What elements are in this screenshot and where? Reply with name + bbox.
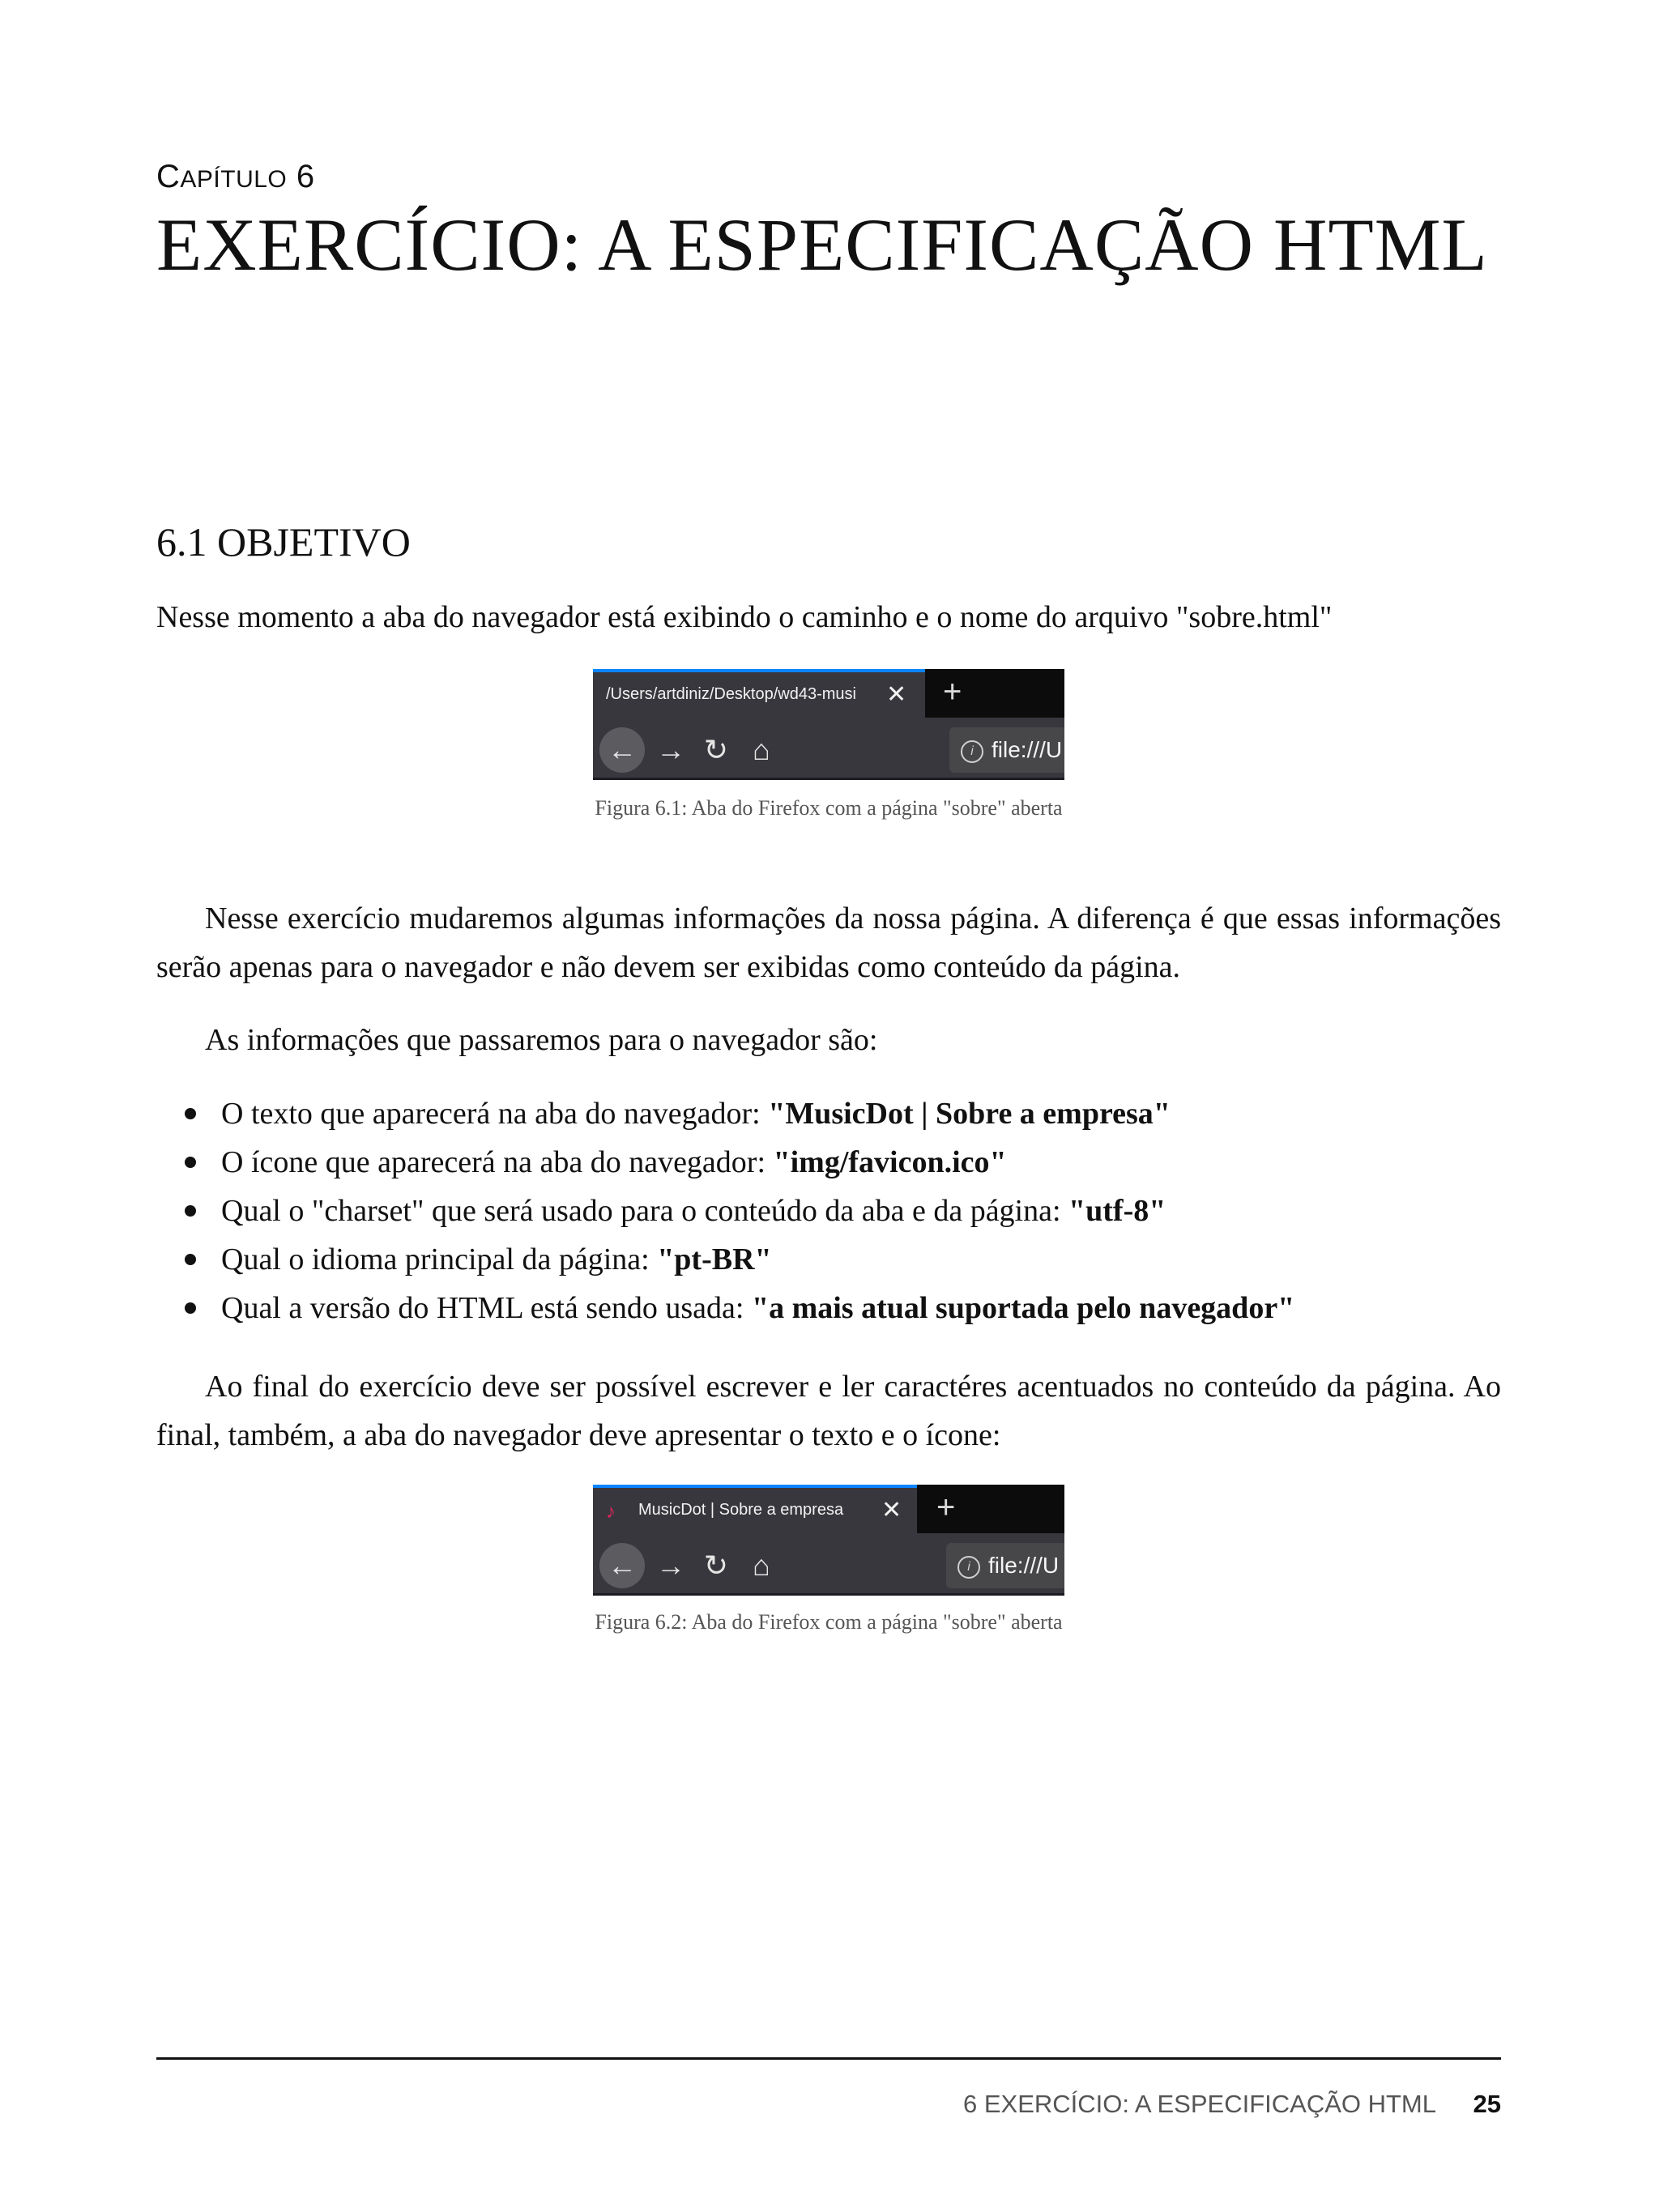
list-item — [156, 1138, 1501, 1187]
chapter-label-initial: C — [156, 159, 181, 194]
bullet-icon — [185, 1108, 196, 1119]
forward-arrow-icon: → — [656, 733, 685, 766]
url-bar — [949, 727, 1064, 773]
new-tab-icon: + — [943, 674, 962, 710]
paragraph-2: As informações que passaremos para o navegador são: — [205, 1023, 878, 1057]
document-page — [156, 0, 1501, 2212]
url-text: file:///U — [988, 1553, 1060, 1578]
back-arrow-icon: ← — [599, 727, 645, 773]
reload-icon: ↻ — [703, 1549, 729, 1582]
nav-bar — [593, 1533, 1064, 1596]
chapter-label — [156, 159, 315, 195]
list-item-value: "a mais atual suportada pelo navegador" — [751, 1291, 1295, 1325]
new-tab-icon: + — [936, 1490, 956, 1525]
tab-title: /Users/artdiniz/Desktop/wd43-musi — [606, 685, 856, 703]
browser-tab — [593, 669, 925, 718]
url-text: file:///U — [992, 737, 1063, 762]
url-bar — [946, 1543, 1064, 1588]
firefox-tab-screenshot-2 — [593, 1485, 1064, 1596]
list-item — [156, 1187, 1501, 1235]
close-icon: ✕ — [886, 681, 907, 708]
tab-strip — [593, 1485, 1064, 1533]
nav-bar — [593, 718, 1064, 780]
bullet-icon — [185, 1205, 196, 1217]
firefox-tab-screenshot-1 — [593, 669, 1064, 780]
list-item — [156, 1235, 1501, 1284]
paragraph-3: Ao final do exercício deve ser possível escrever e ler caractéres acentuados no conteúdo da página. Ao final, também, a aba do navegador deve apresentar o texto e o ícone: — [156, 1370, 1501, 1452]
home-icon: ⌂ — [753, 1549, 770, 1582]
list-item — [156, 1284, 1501, 1332]
close-icon: ✕ — [881, 1497, 902, 1524]
info-icon: i — [957, 1556, 980, 1579]
list-item-text: O ícone que aparecerá na aba do navegador: — [221, 1145, 774, 1179]
back-arrow-icon: ← — [599, 1543, 645, 1588]
divider — [593, 1593, 1064, 1596]
tab-strip — [593, 669, 1064, 718]
chapter-label-rest: APÍTULO — [180, 166, 288, 193]
list-item-text: Qual o idioma principal da página: — [221, 1242, 658, 1276]
browser-tab — [593, 1485, 917, 1533]
list-item — [156, 1089, 1501, 1138]
page-number: 25 — [1473, 2090, 1501, 2118]
divider — [593, 778, 1064, 780]
footer-divider — [156, 2057, 1501, 2060]
chapter-title: EXERCÍCIO: A ESPECIFICAÇÃO HTML — [156, 203, 1488, 286]
list-item-value: "MusicDot | Sobre a empresa" — [768, 1097, 1171, 1131]
bullet-icon — [185, 1157, 196, 1168]
tab-title: MusicDot | Sobre a empresa — [638, 1501, 844, 1519]
list-item-value: "utf-8" — [1068, 1194, 1166, 1228]
paragraph-1: Nesse exercício mudaremos algumas informações da nossa página. A diferença é que essas informações serão apenas para o navegador e não devem ser exibidas como conteúdo da página. — [156, 901, 1501, 984]
section-title: 6.1 OBJETIVO — [156, 519, 411, 565]
bullet-icon — [185, 1254, 196, 1265]
reload-icon: ↻ — [703, 733, 729, 766]
list-item-value: "img/favicon.ico" — [773, 1145, 1007, 1179]
forward-arrow-icon: → — [656, 1549, 685, 1582]
music-note-icon: ♪ — [606, 1501, 616, 1523]
intro-paragraph: Nesse momento a aba do navegador está exibindo o caminho e o nome do arquivo "sobre.html" — [156, 600, 1333, 634]
info-icon: i — [961, 740, 983, 763]
home-icon: ⌂ — [753, 733, 770, 766]
list-item-text: Qual o "charset" que será usado para o conteúdo da aba e da página: — [221, 1194, 1069, 1228]
bullet-icon — [185, 1302, 196, 1314]
list-item-text: O texto que aparecerá na aba do navegador: — [221, 1097, 769, 1131]
figure-caption-1: Figura 6.1: Aba do Firefox com a página "sobre" aberta — [595, 796, 1063, 820]
running-title: 6 EXERCÍCIO: A ESPECIFICAÇÃO HTML — [963, 2090, 1436, 2118]
chapter-number: 6 — [296, 159, 315, 194]
figure-caption-2: Figura 6.2: Aba do Firefox com a página "sobre" aberta — [595, 1610, 1063, 1634]
list-item-value: "pt-BR" — [657, 1242, 772, 1276]
list-item-text: Qual a versão do HTML está sendo usada: — [221, 1291, 752, 1325]
info-list — [156, 1089, 1501, 1332]
